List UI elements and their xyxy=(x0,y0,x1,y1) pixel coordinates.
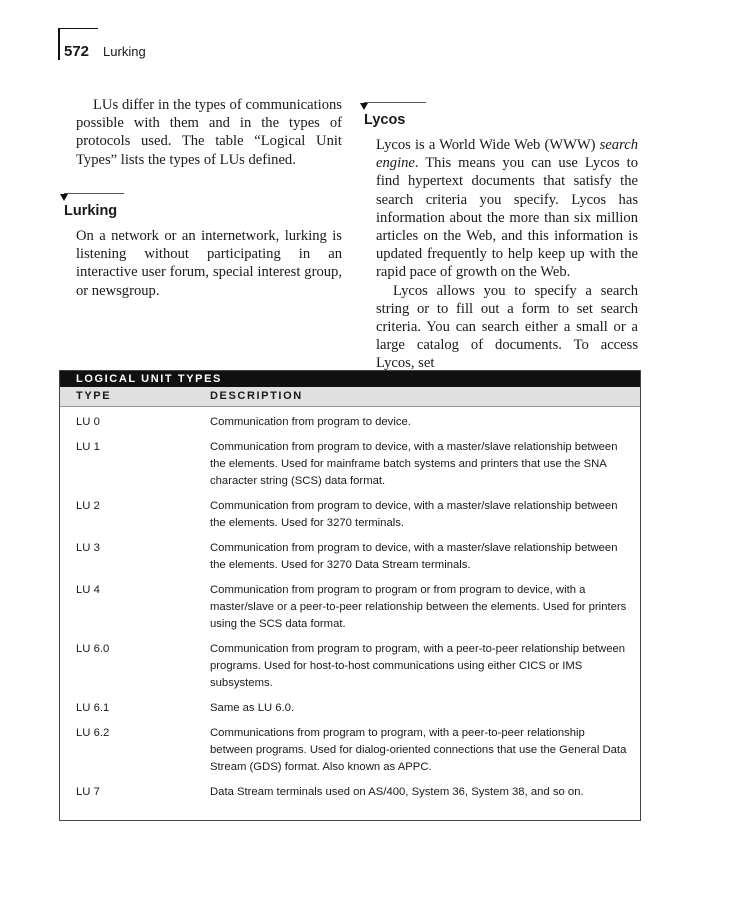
table-row xyxy=(60,540,640,574)
intro-paragraph: LUs differ in the types of communications possible with them and in the types of protocols used. The table “Logical Unit Types” lists the types of LUs defined. xyxy=(76,97,342,168)
header-rule-horizontal xyxy=(58,28,98,29)
description-cell: Communication from program to device, with a master/slave relationship between the elements. Used for 3270 Data Stream terminals. xyxy=(210,542,618,571)
lycos-heading: Lycos xyxy=(364,112,406,128)
table-header-row xyxy=(60,387,640,407)
header-rule-vertical xyxy=(58,28,60,60)
table-body xyxy=(60,407,640,801)
left-column xyxy=(76,96,342,169)
description-cell: Communication from program to device, with a master/slave relationship between the elements. Used for 3270 terminals. xyxy=(210,500,618,529)
table-row xyxy=(60,784,640,801)
type-cell: LU 7 xyxy=(76,786,100,798)
type-cell: LU 6.1 xyxy=(76,702,110,714)
triangle-marker-icon xyxy=(360,103,368,110)
description-cell: Communication from program to device, with a master/slave relationship between the elements. Used for mainframe batch systems and printers that use the SNA character string (SCS) data format. xyxy=(210,441,618,487)
table-row xyxy=(60,498,640,532)
type-cell: LU 0 xyxy=(76,416,100,428)
lycos-paragraph-2: Lycos allows you to specify a search string or to fill out a form to set search criteria. You can search either a small or a large catalog of documents. To access Lycos, set xyxy=(376,282,638,372)
description-cell: Same as LU 6.0. xyxy=(210,702,295,714)
description-cell: Communication from program to device. xyxy=(210,416,411,428)
table-row xyxy=(60,414,640,431)
type-cell: LU 6.0 xyxy=(76,643,110,655)
table-row xyxy=(60,439,640,490)
right-column xyxy=(376,136,638,373)
type-cell: LU 2 xyxy=(76,500,100,512)
table-row xyxy=(60,641,640,692)
table-row xyxy=(60,700,640,717)
type-cell: LU 3 xyxy=(76,542,100,554)
lurking-body: On a network or an internetwork, lurking is listening without participating in an interactive user forum, special interest group, or newsgroup. xyxy=(76,228,342,299)
description-cell: Communication from program to program, with a peer-to-peer relationship between programs. Used for host-to-host communications using either CICS or IMS subsystems. xyxy=(210,643,626,689)
lurking-heading: Lurking xyxy=(64,203,118,219)
lycos-paragraph-1: Lycos is a World Wide Web (WWW) search engine. This means you can use Lycos to find hypertext documents that satisfy the search criteria you specify. Lycos has information about the more than six million articles on the Web, and this information is updated frequently to help keep up with the rapid pace of growth on the Web. xyxy=(376,137,638,281)
type-cell: LU 1 xyxy=(76,441,100,453)
triangle-marker-icon xyxy=(60,194,68,201)
page-number: 572 xyxy=(64,43,90,60)
type-cell: LU 4 xyxy=(76,584,100,596)
table-title: LOGICAL UNIT TYPES xyxy=(60,371,640,387)
lurking-definition xyxy=(76,227,342,300)
description-cell: Communication from program to program or from program to device, with a master/slave or a peer-to-peer relationship between the elements. Used for printers using the SCS data format. xyxy=(210,584,627,630)
column-header-description: DESCRIPTION xyxy=(210,390,303,402)
table-row xyxy=(60,582,640,633)
page-header xyxy=(58,28,146,60)
table-row xyxy=(60,725,640,776)
logical-unit-types-table xyxy=(59,370,641,821)
description-cell: Data Stream terminals used on AS/400, System 36, System 38, and so on. xyxy=(210,786,584,798)
type-cell: LU 6.2 xyxy=(76,727,110,739)
column-header-type: TYPE xyxy=(76,390,112,402)
description-cell: Communications from program to program, with a peer-to-peer relationship between programs. Used for dialog-oriented connections that use the General Data Stream (GDS) format. Also known as APPC. xyxy=(210,727,627,773)
running-head: Lurking xyxy=(103,44,146,59)
